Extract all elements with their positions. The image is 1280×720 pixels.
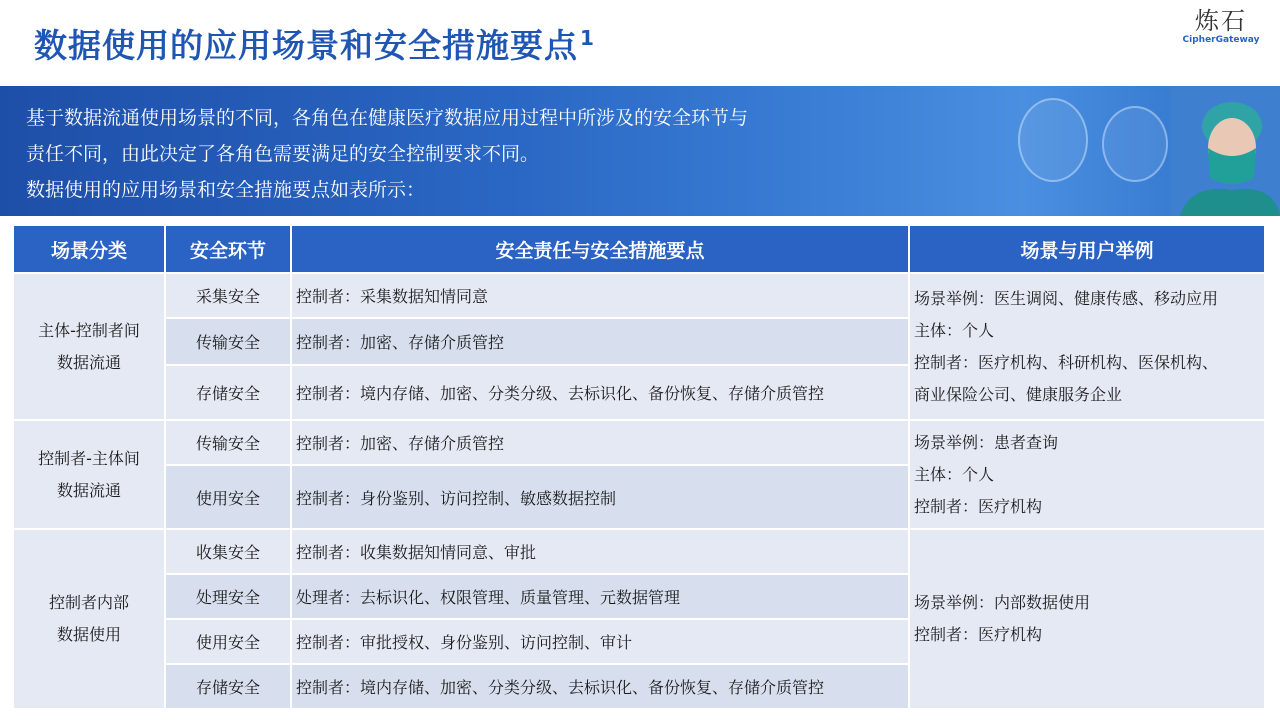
security-stage-cell: 使用安全 [166, 620, 290, 663]
example-line: 主体：个人 [914, 320, 995, 340]
brain-scan-image [1018, 98, 1088, 182]
logo-english: CipherGateway [1182, 35, 1260, 45]
table-header-row [14, 226, 1264, 272]
examples-cell [910, 274, 1264, 419]
category-line: 控制者内部 [48, 592, 129, 612]
measures-cell: 控制者：加密、存储介质管控 [292, 421, 908, 464]
example-line: 场景举例：内部数据使用 [914, 592, 1091, 612]
intro-line: 责任不同，由此决定了各角色需要满足的安全控制要求不同。 [26, 143, 540, 165]
example-line: 场景举例：医生调阅、健康传感、移动应用 [914, 288, 1219, 308]
category-line: 主体-控制者间 [38, 320, 140, 340]
security-stage-cell: 存储安全 [166, 366, 290, 419]
table-row [14, 421, 1264, 464]
security-stage-cell: 传输安全 [166, 319, 290, 364]
example-line: 控制者：医疗机构、科研机构、医保机构、 [914, 352, 1219, 372]
measures-cell: 控制者：审批授权、身份鉴别、访问控制、审计 [292, 620, 908, 663]
examples-cell [910, 421, 1264, 527]
category-line: 数据流通 [56, 352, 121, 372]
intro-text [26, 100, 856, 208]
doctor-image [1170, 86, 1280, 216]
example-line: 控制者：医疗机构 [914, 496, 1043, 516]
measures-cell: 控制者：采集数据知情同意 [292, 274, 908, 317]
measures-cell: 控制者：身份鉴别、访问控制、敏感数据控制 [292, 466, 908, 527]
page-title [34, 20, 595, 67]
measures-cell: 控制者：收集数据知情同意、审批 [292, 530, 908, 573]
security-stage-cell: 采集安全 [166, 274, 290, 317]
header-security-stage: 安全环节 [166, 226, 290, 272]
category-line: 数据流通 [56, 480, 121, 500]
measures-cell: 控制者：境内存储、加密、分类分级、去标识化、备份恢复、存储介质管控 [292, 665, 908, 708]
intro-line: 基于数据流通使用场景的不同，各角色在健康医疗数据应用过程中所涉及的安全环节与 [26, 107, 749, 129]
header-scene-examples: 场景与用户举例 [910, 226, 1264, 272]
intro-line: 数据使用的应用场景和安全措施要点如表所示： [26, 179, 426, 201]
example-line: 场景举例：患者查询 [914, 432, 1059, 452]
brain-scan-image [1102, 106, 1168, 182]
measures-cell: 控制者：境内存储、加密、分类分级、去标识化、备份恢复、存储介质管控 [292, 366, 908, 419]
security-stage-cell: 存储安全 [166, 665, 290, 708]
category-line: 控制者-主体间 [38, 448, 140, 468]
header-scene-category: 场景分类 [14, 226, 164, 272]
security-stage-cell: 传输安全 [166, 421, 290, 464]
security-measures-table [12, 224, 1266, 710]
example-line: 主体：个人 [914, 464, 995, 484]
header-security-measures: 安全责任与安全措施要点 [292, 226, 908, 272]
security-stage-cell: 处理安全 [166, 575, 290, 618]
company-logo [1176, 8, 1266, 50]
page-title-text: 数据使用的应用场景和安全措施要点 [34, 26, 578, 65]
scene-category-cell [14, 421, 164, 527]
scene-category-cell [14, 530, 164, 708]
example-line: 商业保险公司、健康服务企业 [914, 384, 1123, 404]
examples-cell [910, 530, 1264, 708]
security-stage-cell: 收集安全 [166, 530, 290, 573]
table-row [14, 530, 1264, 573]
intro-banner [0, 86, 1280, 216]
category-line: 数据使用 [56, 624, 121, 644]
measures-cell: 处理者：去标识化、权限管理、质量管理、元数据管理 [292, 575, 908, 618]
measures-cell: 控制者：加密、存储介质管控 [292, 319, 908, 364]
table-row [14, 274, 1264, 317]
logo-chinese: 炼石 [1195, 7, 1247, 35]
example-line: 控制者：医疗机构 [914, 624, 1043, 644]
scene-category-cell [14, 274, 164, 419]
footnote-mark: 1 [580, 26, 595, 50]
security-stage-cell: 使用安全 [166, 466, 290, 527]
